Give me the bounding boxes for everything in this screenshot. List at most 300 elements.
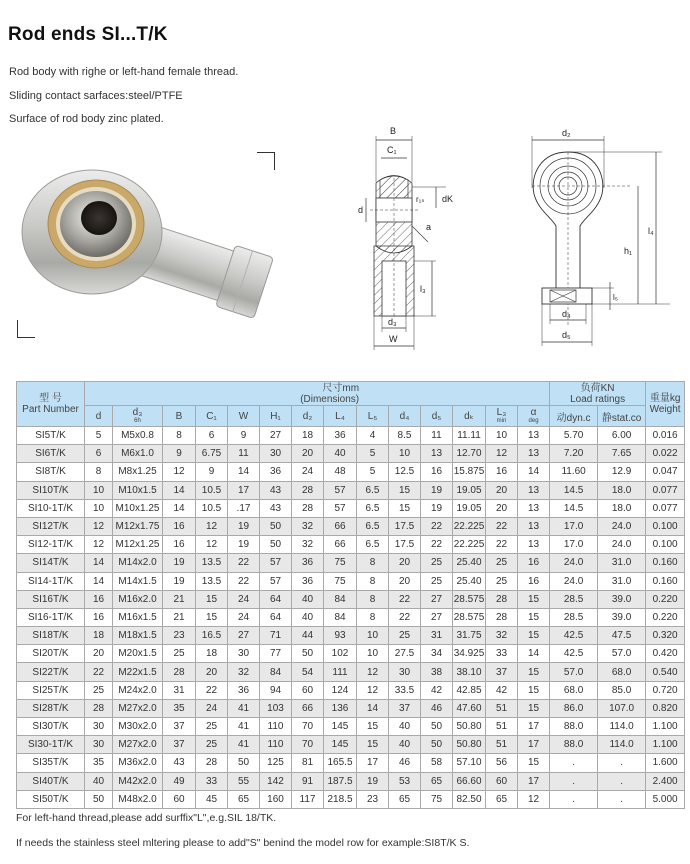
table-cell: 1.100 [646,736,685,754]
table-cell: . [550,754,598,772]
table-cell: 8 [163,427,196,445]
table-cell: 91 [292,772,324,790]
table-cell: 41 [228,718,260,736]
table-cell: 6.5 [357,481,389,499]
col-d5: d₅ [421,406,453,427]
table-cell: 36 [292,554,324,572]
table-cell: 35 [163,699,196,717]
col-d4: d₄ [389,406,421,427]
table-cell: 44 [292,627,324,645]
table-cell: M22x1.5 [113,663,163,681]
col-dk: dₖ [453,406,486,427]
table-cell: 20 [486,499,518,517]
table-cell: . [598,754,646,772]
table-cell: 25 [486,554,518,572]
table-cell: 0.100 [646,536,685,554]
table-cell: 84 [260,663,292,681]
table-cell: 218.5 [324,790,357,808]
dim-label-l5: l₅ [613,293,618,302]
table-cell: 0.820 [646,699,685,717]
table-cell: 66 [292,699,324,717]
table-cell: 34 [421,645,453,663]
table-cell: 57.10 [453,754,486,772]
table-cell: 5.000 [646,790,685,808]
table-cell: 16 [163,517,196,535]
table-row [17,645,685,663]
table-cell: 64 [260,590,292,608]
table-cell: 25 [421,572,453,590]
dim-label-l3: l₃ [420,284,426,294]
table-cell: 25 [389,627,421,645]
table-cell: 124 [324,681,357,699]
table-row [17,736,685,754]
col-W: W [228,406,260,427]
table-cell: 35 [85,754,113,772]
table-cell: 68.0 [550,681,598,699]
table-row [17,627,685,645]
table-cell: 23 [357,790,389,808]
table-cell: 0.720 [646,681,685,699]
table-cell: 0.220 [646,608,685,626]
table-cell: 60 [163,790,196,808]
table-cell: 39.0 [598,590,646,608]
table-cell: 17 [228,481,260,499]
table-cell: 0.022 [646,445,685,463]
table-cell: 15 [518,627,550,645]
table-cell: 71 [260,627,292,645]
table-cell: 18.0 [598,499,646,517]
table-cell: 31.75 [453,627,486,645]
table-cell: 145 [324,718,357,736]
table-cell: 160 [260,790,292,808]
table-cell: 56 [486,754,518,772]
table-cell: 2.400 [646,772,685,790]
table-cell: 32 [292,536,324,554]
table-cell: 14 [518,645,550,663]
table-cell: 22 [196,681,228,699]
table-cell: 0.077 [646,499,685,517]
table-cell: 37 [486,663,518,681]
table-cell: 37 [389,699,421,717]
table-cell: 50 [292,645,324,663]
table-cell: 12 [163,463,196,481]
table-cell: 36 [228,681,260,699]
table-cell: 145 [324,736,357,754]
table-cell: 14 [228,463,260,481]
table-cell: M14x1.5 [113,572,163,590]
table-cell: 14 [357,699,389,717]
table-cell: 16 [486,463,518,481]
table-cell: 15 [518,663,550,681]
part-number-cell: SI10T/K [17,481,85,499]
table-cell: 28 [486,590,518,608]
table-cell: M14x2.0 [113,554,163,572]
description-line-3: Surface of rod body zinc plated. [9,113,164,125]
table-cell: 12 [196,536,228,554]
col-alpha: α deg [518,406,550,427]
table-cell: 0.047 [646,463,685,481]
table-cell: 32 [486,627,518,645]
table-cell: 40 [85,772,113,790]
part-number-cell: SI14-1T/K [17,572,85,590]
part-number-cell: SI6T/K [17,445,85,463]
table-cell: M5x0.8 [113,427,163,445]
table-cell: 28 [196,754,228,772]
dim-label-h1: h₁ [624,246,633,256]
table-cell: 8.5 [389,427,421,445]
table-cell: 15 [357,718,389,736]
table-cell: 51 [486,718,518,736]
table-cell: 50 [228,754,260,772]
table-cell: 57 [324,499,357,517]
table-cell: 22 [85,663,113,681]
table-cell: 0.160 [646,572,685,590]
table-cell: 13.5 [196,554,228,572]
table-cell: 33 [486,645,518,663]
table-cell: 10.5 [196,499,228,517]
table-cell: 21 [163,590,196,608]
table-cell: 65 [486,790,518,808]
table-cell: 13 [518,427,550,445]
table-cell: 14.5 [550,481,598,499]
table-cell: 65 [228,790,260,808]
table-cell: 13 [518,536,550,554]
table-cell: 16.5 [196,627,228,645]
part-number-cell: SI16-1T/K [17,608,85,626]
table-row [17,681,685,699]
table-cell: . [598,790,646,808]
table-cell: 57.0 [598,645,646,663]
table-cell: 110 [260,718,292,736]
table-cell: 12 [85,517,113,535]
col-H1: H₁ [260,406,292,427]
table-cell: 19 [228,536,260,554]
table-row [17,699,685,717]
table-cell: 10 [357,627,389,645]
table-cell: 65 [389,790,421,808]
table-cell: 8 [357,554,389,572]
table-cell: 15 [518,681,550,699]
table-cell: 21 [163,608,196,626]
table-cell: 50 [85,790,113,808]
rod-end-side-view-drawing [356,118,476,353]
table-cell: 0.077 [646,481,685,499]
table-cell: 82.50 [453,790,486,808]
table-cell: M16x1.5 [113,608,163,626]
table-cell: 33 [196,772,228,790]
table-cell: 46 [421,699,453,717]
table-cell: 15.875 [453,463,486,481]
table-cell: 19 [163,572,196,590]
table-cell: 24.0 [598,517,646,535]
table-cell: 15 [196,590,228,608]
table-cell: 16 [85,608,113,626]
table-cell: 27 [421,590,453,608]
table-cell: 0.540 [646,663,685,681]
table-cell: 77 [260,645,292,663]
dim-label-l4: l₄ [648,226,654,236]
part-number-cell: SI16T/K [17,590,85,608]
table-cell: 12 [518,790,550,808]
table-cell: 24 [292,463,324,481]
table-cell: 88.0 [550,718,598,736]
table-cell: 30 [85,718,113,736]
table-cell: 93 [324,627,357,645]
table-cell: 20 [389,554,421,572]
table-cell: 7.65 [598,445,646,463]
part-number-cell: SI10-1T/K [17,499,85,517]
table-cell: 14 [85,572,113,590]
note-stainless-steel: If needs the stainless steel mltering please to add"S" benind the model row for example:SI8T/K S. [16,837,470,849]
table-cell: 31.0 [598,572,646,590]
table-cell: 20 [196,663,228,681]
table-cell: 37 [163,718,196,736]
table-cell: 103 [260,699,292,717]
table-cell: 75 [324,554,357,572]
table-cell: 32 [292,517,324,535]
dim-label-a: a [426,222,432,232]
table-cell: 20 [389,572,421,590]
table-cell: M30x2.0 [113,718,163,736]
table-cell: 24 [228,608,260,626]
table-cell: 28.5 [550,590,598,608]
dim-label-d2: d₂ [562,128,571,138]
table-cell: 28 [85,699,113,717]
table-cell: 57 [324,481,357,499]
table-cell: 57 [260,572,292,590]
table-cell: 136 [324,699,357,717]
rod-end-product-photo [14,148,284,348]
table-cell: . [550,790,598,808]
table-row [17,536,685,554]
table-cell: 8 [357,590,389,608]
table-cell: 31 [163,681,196,699]
table-cell: 18 [292,427,324,445]
table-cell: 25.40 [453,572,486,590]
table-cell: 114.0 [598,736,646,754]
dim-label-dk: dK [442,194,454,204]
part-number-cell: SI5T/K [17,427,85,445]
table-row [17,517,685,535]
table-cell: 24 [196,699,228,717]
table-cell: 47.5 [598,627,646,645]
table-cell: 16 [518,554,550,572]
table-cell: 25 [196,718,228,736]
col-dynamic-load: 动dyn.c [550,406,598,427]
dim-label-d5: d₅ [562,330,571,340]
table-cell: 17 [518,736,550,754]
table-cell: 17.5 [389,536,421,554]
table-cell: 66 [324,536,357,554]
part-number-cell: SI22T/K [17,663,85,681]
table-cell: M12x1.75 [113,517,163,535]
part-number-cell: SI40T/K [17,772,85,790]
table-row [17,772,685,790]
table-cell: 16 [421,463,453,481]
table-cell: 187.5 [324,772,357,790]
table-cell: 46 [389,754,421,772]
col-C1: C₁ [196,406,228,427]
table-cell: 15 [389,499,421,517]
table-cell: M10x1.25 [113,499,163,517]
table-cell: 17.0 [550,536,598,554]
table-cell: 15 [518,754,550,772]
table-cell: . [550,772,598,790]
table-cell: 10 [85,481,113,499]
table-cell: 37 [163,736,196,754]
table-cell: 84 [324,608,357,626]
table-cell: 11 [228,445,260,463]
table-cell: 39.0 [598,608,646,626]
note-left-hand-thread: For left-hand thread,please add surffix"L",e.g.SIL 18/TK. [16,812,277,824]
table-cell: 40 [324,445,357,463]
table-cell: 33.5 [389,681,421,699]
table-row [17,790,685,808]
table-cell: 64 [260,608,292,626]
table-cell: 14 [85,554,113,572]
table-cell: M20x1.5 [113,645,163,663]
table-cell: 50.80 [453,718,486,736]
table-cell: 32 [228,663,260,681]
table-row [17,663,685,681]
col-d: d [85,406,113,427]
table-cell: 22 [389,590,421,608]
dim-label-W: W [389,334,398,344]
table-cell: 114.0 [598,718,646,736]
table-cell: 8 [357,572,389,590]
table-cell: 9 [163,445,196,463]
table-cell: 28.5 [550,608,598,626]
table-cell: 17.5 [389,517,421,535]
col-L5: L₅ [357,406,389,427]
table-cell: 42 [421,681,453,699]
table-cell: 24 [228,590,260,608]
table-cell: 1.600 [646,754,685,772]
table-cell: 22 [421,517,453,535]
table-cell: 45 [196,790,228,808]
col-d2: d₂ [292,406,324,427]
table-cell: 68.0 [598,663,646,681]
table-cell: 42.5 [550,645,598,663]
table-cell: 40 [389,736,421,754]
table-cell: 19 [357,772,389,790]
col-static-load: 静stat.co [598,406,646,427]
table-cell: 8 [85,463,113,481]
table-cell: M10x1.5 [113,481,163,499]
dim-label-d3: d₃ [388,317,397,327]
table-cell: 86.0 [550,699,598,717]
table-cell: 36 [260,463,292,481]
table-cell: 94 [260,681,292,699]
table-cell: 6.5 [357,536,389,554]
table-cell: 17 [518,718,550,736]
table-cell: 11.60 [550,463,598,481]
table-cell: 22 [486,517,518,535]
table-cell: 12 [357,663,389,681]
table-cell: 50 [421,718,453,736]
table-cell: 50.80 [453,736,486,754]
table-cell: 16 [163,536,196,554]
part-number-cell: SI30T/K [17,718,85,736]
table-cell: 54 [292,663,324,681]
part-number-cell: SI14T/K [17,554,85,572]
table-cell: 66.60 [453,772,486,790]
table-cell: 24.0 [550,572,598,590]
table-cell: 55 [228,772,260,790]
part-number-cell: SI28T/K [17,699,85,717]
header-load-ratings: 负荷KN Load ratings [550,382,646,406]
table-cell: 31 [421,627,453,645]
table-cell: 0.160 [646,554,685,572]
table-row [17,718,685,736]
part-number-cell: SI12-1T/K [17,536,85,554]
specification-table [16,381,685,809]
table-cell: 60 [486,772,518,790]
table-cell: 42.5 [550,627,598,645]
table-cell: 9 [196,463,228,481]
table-cell: 24.0 [598,536,646,554]
table-cell: .17 [228,499,260,517]
table-cell: 6.75 [196,445,228,463]
table-cell: 40 [292,608,324,626]
table-cell: 25 [486,572,518,590]
table-cell: 20 [486,481,518,499]
table-cell: 12 [196,517,228,535]
table-row [17,754,685,772]
table-cell: M24x2.0 [113,681,163,699]
table-cell: 31.0 [598,554,646,572]
table-row [17,445,685,463]
table-row [17,499,685,517]
table-cell: 11.11 [453,427,486,445]
part-number-cell: SI35T/K [17,754,85,772]
table-cell: 40 [292,590,324,608]
table-cell: 43 [163,754,196,772]
table-cell: 28.575 [453,608,486,626]
table-cell: 84 [324,590,357,608]
table-cell: 25.40 [453,554,486,572]
table-cell: 88.0 [550,736,598,754]
table-cell: 12.70 [453,445,486,463]
table-cell: 25 [163,645,196,663]
dim-label-B: B [390,126,397,136]
header-weight: 重量kg Weight [646,382,685,427]
table-cell: 22 [228,572,260,590]
table-cell: 13 [421,445,453,463]
table-cell: M16x2.0 [113,590,163,608]
table-cell: 15 [389,481,421,499]
table-cell: 27 [260,427,292,445]
table-cell: 42.85 [453,681,486,699]
table-cell: 9 [228,427,260,445]
table-cell: M42x2.0 [113,772,163,790]
table-cell: 22.225 [453,517,486,535]
table-cell: 19 [421,481,453,499]
dim-label-r1s: r₁ₛ [416,195,425,204]
table-cell: M36x2.0 [113,754,163,772]
part-number-cell: SI30-1T/K [17,736,85,754]
table-cell: 57.0 [550,663,598,681]
table-cell: . [598,772,646,790]
table-cell: 5 [357,445,389,463]
table-cell: 14.5 [550,499,598,517]
table-cell: M18x1.5 [113,627,163,645]
table-cell: 1.100 [646,718,685,736]
table-cell: M8x1.25 [113,463,163,481]
table-cell: 17 [357,754,389,772]
table-cell: 27 [228,627,260,645]
page-title: Rod ends SI...T/K [8,24,168,45]
